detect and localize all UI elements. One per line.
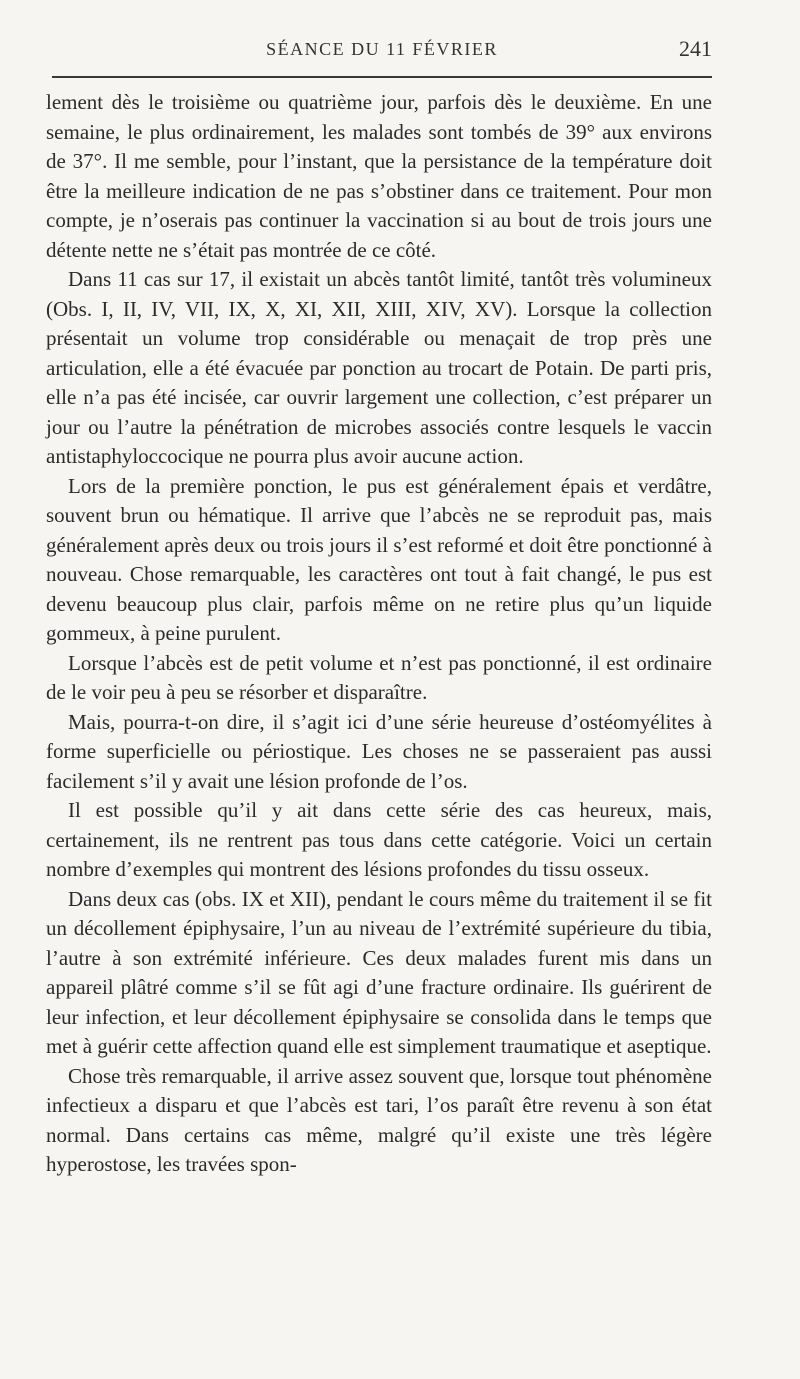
running-title: SÉANCE DU 11 FÉVRIER [266, 39, 498, 59]
paragraph: Lorsque l’abcès est de petit volume et n’est pas ponctionné, il est ordinaire de le voir peu à peu se résorber et disparaître. [46, 650, 712, 704]
page-number: 241 [679, 36, 712, 61]
paragraph: Dans deux cas (obs. IX et XII), pendant le cours même du traitement il se fit un décollement épiphysaire, l’un au niveau de l’extrémité supérieure du tibia, l’autre à son extrémité inférieure. Ces deux malades furent mis dans un appareil plâtré comme s’il se fût agi d’une fracture ordinaire. Ils guérirent de leur infection, et leur décollement épiphysaire se consolida dans le temps que met à guérir cette affection quand elle est simplement traumatique et aseptique. [46, 886, 712, 1058]
paragraph-continuation: lement dès le troisième ou quatrième jour, parfois dès le deuxième. En une semaine, le plus ordinairement, les malades sont tombés de 39° aux environs de 37°. Il me semble, pour l’instant, que la persistance de la température doit être la meilleure indication de ne pas s’obstiner dans ce traitement. Pour mon compte, je n’oserais pas continuer la vaccination si au bout de trois jours une détente nette ne s’était pas montrée de ce côté. [46, 90, 712, 262]
paragraph: Il est possible qu’il y ait dans cette série des cas heureux, mais, certainement, ils ne rentrent pas tous dans cette catégorie. Voici un certain nombre d’exemples qui montrent des lésions profondes du tissu osseux. [46, 798, 712, 881]
paragraph: Dans 11 cas sur 17, il existait un abcès tantôt limité, tantôt très volumineux (Obs. I, II, IV, VII, IX, X, XI, XII, XIII, XIV, XV). Lorsque la collection présentait un volume trop considérable ou menaçait de trop près une articulation, elle a été évacuée par ponction au trocart de Potain. De parti pris, elle n’a pas été incisée, car ouvrir largement une collection, c’est préparer un jour ou l’autre la pénétration de microbes associés contre lesquels le vaccin antistaphyloccocique ne pourra plus avoir aucune action. [46, 267, 712, 468]
paragraph: Mais, pourra-t-on dire, il s’agit ici d’une série heureuse d’ostéomyélites à forme superficielle ou périostique. Les choses ne se passeraient pas aussi facilement s’il y avait une lésion profonde de l’os. [46, 709, 712, 793]
body-text [46, 88, 712, 1180]
paragraph: Lors de la première ponction, le pus est généralement épais et verdâtre, souvent brun ou hématique. Il arrive que l’abcès ne se reproduit pas, mais généralement après deux ou trois jours il s’est reformé et doit être ponctionné à nouveau. Chose remarquable, les caractères ont tout à fait changé, le pus est devenu beaucoup plus clair, parfois même on ne retire plus qu’un liquide gommeux, à peine purulent. [46, 473, 712, 645]
header-rule [52, 76, 712, 78]
paragraph: Chose très remarquable, il arrive assez souvent que, lorsque tout phénomène infectieux a disparu et que l’abcès est tari, l’os paraît être revenu à son état normal. Dans certains cas même, malgré qu’il existe une très légère hyperostose, les travées spon- [46, 1063, 712, 1176]
running-head [52, 34, 712, 64]
